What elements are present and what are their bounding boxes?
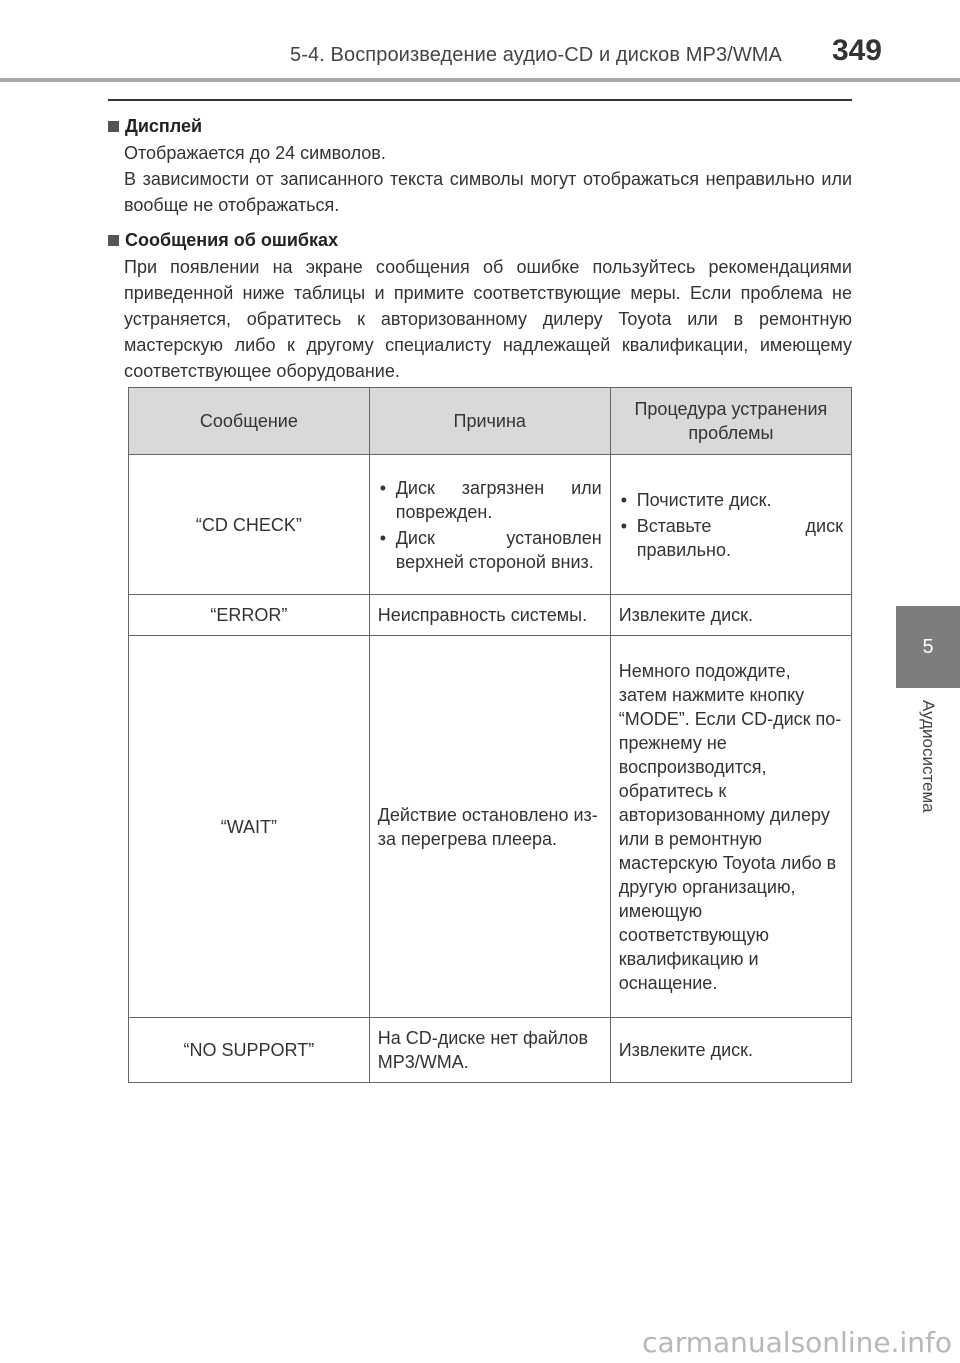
display-heading-text: Дисплей (125, 115, 203, 136)
fix-cell: Извлеките диск. (610, 595, 851, 636)
page-number: 349 (831, 34, 882, 67)
square-bullet-icon (108, 235, 119, 246)
message-cell: “ERROR” (129, 595, 370, 636)
cause-cell: Неисправность системы. (369, 595, 610, 636)
errors-heading-text: Сообщения об ошибках (125, 229, 339, 250)
cause-cell: Действие остановлено из-за перегрева плеера. (369, 636, 610, 1018)
header-fix: Процедура устранения проблемы (610, 388, 851, 455)
fix-cell: Немного подождите, затем нажмите кнопку “MODE”. Если CD-диск по-прежнему не воспроизводится, обратитесь к авторизованному дилеру или в ремонтную мастерскую Toyota либо в другую организацию, имеющую соответствующую квалификацию и оснащение. (610, 636, 851, 1018)
cause-cell: На CD-диске нет файлов MP3/WMA. (369, 1018, 610, 1083)
errors-paragraph: При появлении на экране сообщения об ошибке пользуйтесь рекомендациями приведенной ниже таблицы и примите соответствующие меры. Если проблема не устраняется, обратитесь к авторизованному дилеру Toyota или в ремонтную мастерскую либо к другому специалисту надлежащей квалификации, имеющему соответствующее оборудование. (124, 257, 852, 381)
header-cause: Причина (369, 388, 610, 455)
square-bullet-icon (108, 121, 119, 132)
errors-heading (104, 226, 852, 254)
header-divider (0, 78, 960, 82)
fix-cell: Извлеките диск. (610, 1018, 851, 1083)
section-divider (108, 99, 852, 101)
table-row (129, 636, 852, 1018)
main-content (104, 112, 852, 384)
watermark: carmanualsonline.info (642, 1326, 952, 1359)
message-cell: “WAIT” (129, 636, 370, 1018)
chapter-title: 5-4. Воспроизведение аудио-CD и дисков MP3/WMA (290, 44, 782, 66)
table-row (129, 595, 852, 636)
table-row (129, 455, 852, 595)
page-header (0, 0, 960, 80)
message-cell: “NO SUPPORT” (129, 1018, 370, 1083)
fix-cell (610, 455, 851, 595)
display-heading (104, 112, 852, 140)
message-cell: “CD CHECK” (129, 455, 370, 595)
list-item: • Почистите диск. (619, 488, 843, 512)
chapter-tab-label (896, 690, 960, 850)
chapter-tab-label-text: Аудиосистема (919, 700, 938, 813)
table-row (129, 1018, 852, 1083)
list-item: • Вставьте диск правильно. (619, 514, 843, 562)
cause-cell (369, 455, 610, 595)
list-item: • Диск загрязнен или поврежден. (378, 476, 602, 524)
error-messages-table (128, 387, 852, 1083)
list-item: • Диск установлен верхней стороной вниз. (378, 526, 602, 574)
display-line-1: Отображается до 24 символов. (124, 143, 386, 163)
display-line-2: В зависимости от записанного текста символы могут отображаться неправильно или вообще не отображаться. (124, 169, 852, 215)
header-message: Сообщение (129, 388, 370, 455)
table-header-row (129, 388, 852, 455)
chapter-tab-number: 5 (896, 606, 960, 688)
